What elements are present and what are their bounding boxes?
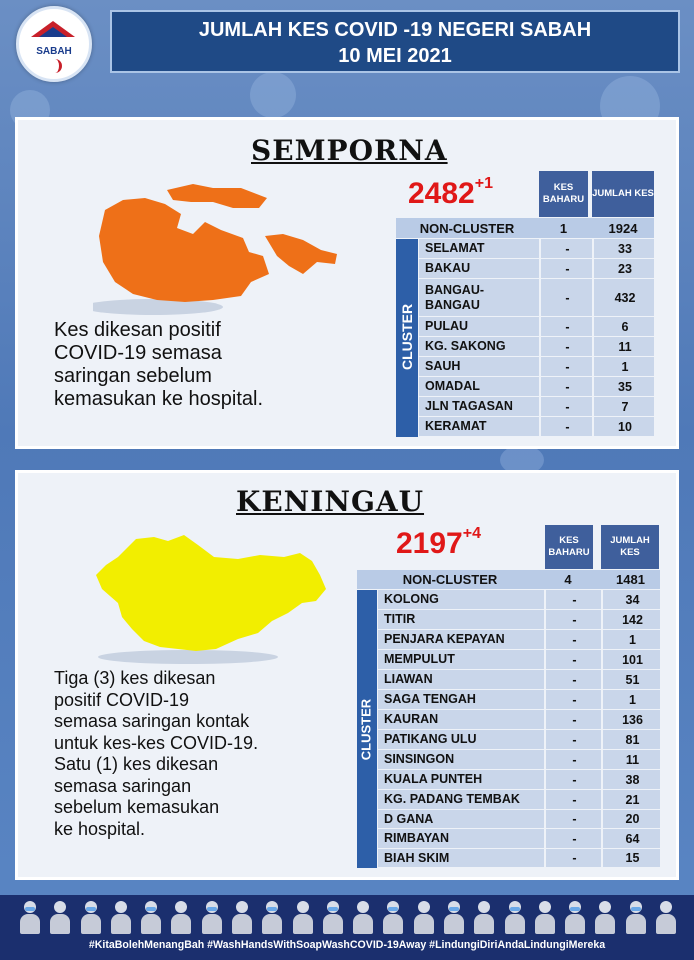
frontliner-figure-icon [291,899,315,935]
cluster-jumlah-kes: 15 [601,849,662,867]
cluster-row [378,650,660,670]
cluster-name: KG. PADANG TEMBAK [384,792,520,806]
cluster-kes-baharu: - [539,239,594,258]
frontliner-figure-icon [593,899,617,935]
virus-decoration-icon [250,72,296,118]
district-title: SEMPORNA [251,134,448,167]
cluster-jumlah-kes: 64 [601,829,662,848]
cluster-kes-baharu: - [539,377,594,396]
frontliner-figure-icon [200,899,224,935]
cluster-kes-baharu: - [544,750,603,769]
cluster-kes-baharu: - [539,317,594,336]
cluster-kes-baharu: - [544,710,603,729]
cluster-jumlah-kes: 11 [592,337,656,356]
col-header-jumlah-kes: JUMLAH KES [592,171,654,217]
cluster-row [419,337,654,357]
cluster-sidebar [396,239,418,437]
cluster-row [419,259,654,279]
keningau-new-cases: +4 [462,525,481,542]
cluster-row [378,790,660,810]
non-cluster-baharu: 1 [559,220,568,236]
frontliner-figure-icon [48,899,72,935]
keningau-description: Tiga (3) kes dikesan positif COVID-19 semasa saringan kontak untuk kes-kes COVID-19. Satu (1) kes dikesan semasa saringan sebelum kemasukan ke hospital. [54,668,259,839]
cluster-name: KG. SAKONG [425,339,506,353]
cluster-jumlah-kes: 51 [601,670,662,689]
cluster-row [419,377,654,397]
cluster-row [419,317,654,337]
cluster-row [378,590,660,610]
cluster-jumlah-kes: 7 [592,397,656,416]
cluster-name: TITIR [384,612,416,626]
page-title: JUMLAH KES COVID -19 NEGERI SABAH [198,19,592,41]
cluster-row [378,690,660,710]
cluster-name: KUALA PUNTEH [384,772,483,786]
frontliner-figure-icon [503,899,527,935]
semporna-map-icon [93,182,343,322]
cluster-row [419,239,654,259]
cluster-jumlah-kes: 11 [601,750,662,769]
cluster-kes-baharu: - [544,590,603,609]
footer-banner [0,895,694,960]
cluster-label: CLUSTER [399,303,415,370]
frontliner-figure-icon [563,899,587,935]
frontliner-figure-icon [472,899,496,935]
cluster-kes-baharu: - [544,690,603,709]
frontliner-figure-icon [624,899,648,935]
cluster-name: PENJARA KEPAYAN [384,632,505,646]
frontliner-figure-icon [169,899,193,935]
cluster-jumlah-kes: 35 [592,377,656,396]
cluster-jumlah-kes: 34 [601,590,662,609]
cluster-jumlah-kes: 136 [601,710,662,729]
cluster-kes-baharu: - [544,810,603,828]
cluster-name: JLN TAGASAN [425,399,513,413]
cluster-name: SELAMAT [425,241,485,255]
cluster-row [419,279,654,317]
frontliner-figure-icon [381,899,405,935]
page-title-banner [110,10,680,73]
cluster-jumlah-kes: 21 [601,790,662,809]
col-header-kes-baharu: KES BAHARU [539,171,588,217]
frontliner-figure-icon [654,899,678,935]
non-cluster-row [357,570,660,589]
cluster-name: BAKAU [425,261,471,275]
frontliner-figure-icon [321,899,345,935]
cluster-row [378,770,660,790]
cluster-jumlah-kes: 20 [601,810,662,828]
cluster-name: SAUH [425,359,461,373]
logo-text: SABAH [36,46,72,57]
cluster-jumlah-kes: 432 [592,279,656,316]
cluster-row [378,630,660,650]
frontliner-figure-icon [139,899,163,935]
cluster-row [378,610,660,630]
cluster-jumlah-kes: 1 [601,690,662,709]
cluster-name: SINSINGON [384,752,455,766]
cluster-label: CLUSTER [358,698,374,761]
frontliner-figure-icon [18,899,42,935]
cluster-name: RIMBAYAN [384,831,450,845]
cluster-name: PATIKANG ULU [384,732,477,746]
cluster-jumlah-kes: 1 [601,630,662,649]
non-cluster-label: NON-CLUSTER [402,572,498,587]
frontliner-figures-icon [18,899,678,937]
cluster-row [419,397,654,417]
keningau-panel [15,470,679,880]
semporna-panel [15,117,679,449]
frontliner-figure-icon [109,899,133,935]
cluster-name: D GANA [384,811,434,826]
cluster-name: KOLONG [384,592,439,606]
cluster-row [378,750,660,770]
frontliner-figure-icon [412,899,436,935]
cluster-jumlah-kes: 10 [592,417,656,436]
cluster-kes-baharu: - [544,630,603,649]
cluster-row [378,730,660,750]
cluster-sidebar [357,590,377,868]
cluster-name: KAURAN [384,712,439,726]
non-cluster-jumlah: 1481 [616,572,645,587]
cluster-jumlah-kes: 6 [592,317,656,336]
semporna-description: Kes dikesan positif COVID-19 semasa saringan sebelum kemasukan ke hospital. [54,319,264,410]
cluster-name: LIAWAN [384,672,433,686]
cluster-name: BIAH SKIM [384,850,450,865]
cluster-kes-baharu: - [544,770,603,789]
cluster-name: OMADAL [425,379,480,393]
cluster-row [419,417,654,437]
cluster-row [419,357,654,377]
cluster-kes-baharu: - [539,337,594,356]
district-title: KENINGAU [236,485,425,518]
cluster-row [378,849,660,868]
footer-hashtags: #KitaBolehMenangBah #WashHandsWithSoapWashCOVID-19Away #LindungiDiriAndaLindungiMereka [88,939,606,951]
keningau-map-icon [88,531,338,666]
cluster-name: MEMPULUT [384,652,455,666]
semporna-new-cases: +1 [474,175,493,192]
cluster-kes-baharu: - [539,357,594,376]
cluster-jumlah-kes: 38 [601,770,662,789]
frontliner-figure-icon [230,899,254,935]
cluster-kes-baharu: - [539,259,594,278]
cluster-jumlah-kes: 142 [601,610,662,629]
cluster-kes-baharu: - [539,279,594,316]
frontliner-figure-icon [442,899,466,935]
non-cluster-row [396,218,654,238]
non-cluster-jumlah: 1924 [608,220,638,236]
cluster-kes-baharu: - [544,730,603,749]
cluster-jumlah-kes: 23 [592,259,656,278]
cluster-row [378,710,660,730]
semporna-total-cases: $2482^{+1}$ [408,175,493,210]
page-date: 10 MEI 2021 [338,45,452,67]
frontliner-figure-icon [533,899,557,935]
cluster-jumlah-kes: 1 [592,357,656,376]
cluster-jumlah-kes: 33 [592,239,656,258]
cluster-row [378,810,660,829]
keningau-total-cases: $2197^{+4}$ [396,525,481,560]
cluster-row [378,829,660,849]
non-cluster-baharu: 4 [564,572,572,587]
cluster-kes-baharu: - [544,849,603,867]
cluster-name: KERAMAT [425,419,487,433]
frontliner-figure-icon [351,899,375,935]
cluster-name: SAGA TENGAH [384,692,476,706]
cluster-kes-baharu: - [544,790,603,809]
frontliner-figure-icon [79,899,103,935]
cluster-kes-baharu: - [539,417,594,436]
cluster-kes-baharu: - [544,829,603,848]
col-header-kes-baharu: KES BAHARU [545,525,593,569]
cluster-name: BANGAU- BANGAU [425,282,485,312]
col-header-jumlah-kes: JUMLAH KES [601,525,659,569]
non-cluster-label: NON-CLUSTER [419,220,515,236]
cluster-kes-baharu: - [544,650,603,669]
cluster-kes-baharu: - [539,397,594,416]
cluster-kes-baharu: - [544,670,603,689]
cluster-jumlah-kes: 101 [601,650,662,669]
cluster-name: PULAU [425,319,469,333]
frontliner-figure-icon [260,899,284,935]
sabah-logo [16,6,92,82]
cluster-jumlah-kes: 81 [601,730,662,749]
cluster-kes-baharu: - [544,610,603,629]
cluster-row [378,670,660,690]
